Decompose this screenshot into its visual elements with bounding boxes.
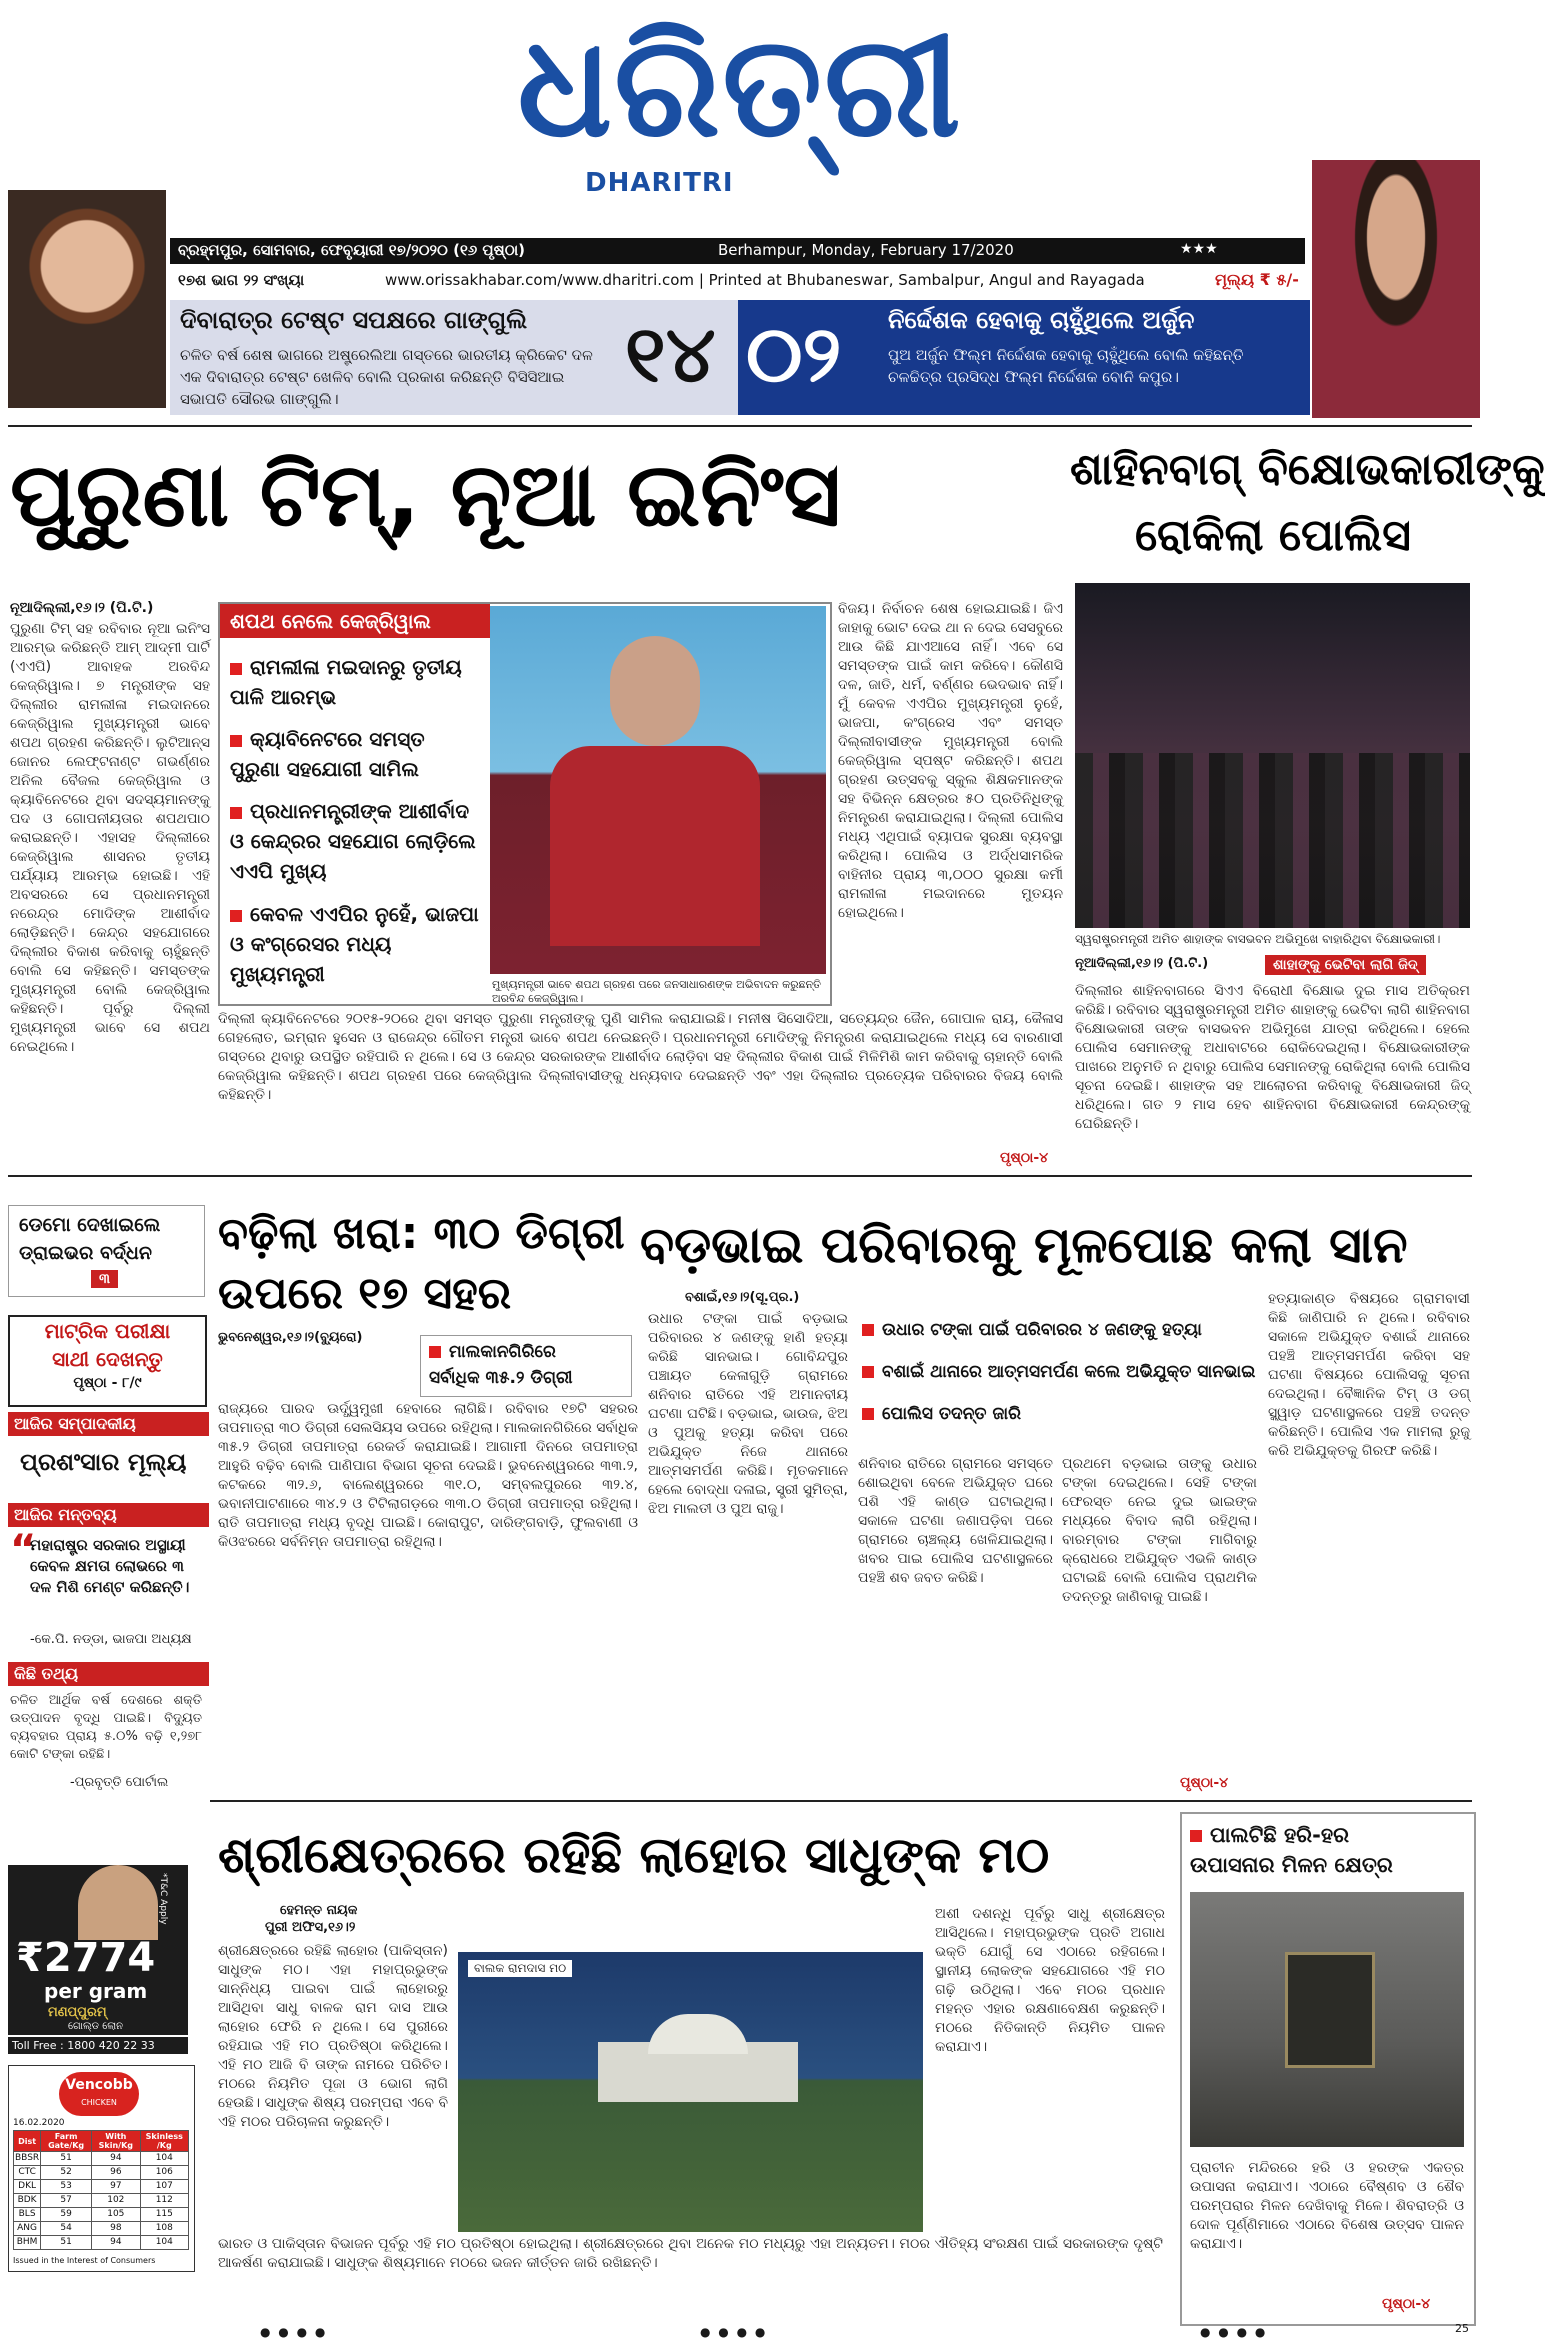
murder-headline[interactable]: ବଡ଼ଭାଇ ପରିବାରକୁ ମୂଳପୋଛ କଲା ସାନ bbox=[640, 1216, 1408, 1274]
lead-box-item-4 bbox=[230, 899, 480, 989]
vencobb-cell: ANG bbox=[14, 2222, 41, 2236]
ad-gold-price: ₹2774 bbox=[16, 1935, 156, 1981]
vencobb-cell: 115 bbox=[140, 2208, 188, 2222]
vencobb-cell: 112 bbox=[140, 2194, 188, 2208]
vencobb-cell: 94 bbox=[92, 2236, 140, 2250]
box-item-text: ରାମଲୀଳା ମଇଦାନରୁ ତୃତୀୟ ପାଳି ଆରମ୍ଭ bbox=[230, 655, 462, 709]
lead-dateline: ନୂଆଦିଲ୍ଲୀ,୧୬।୨ (ପି.ଟି.) bbox=[10, 600, 154, 616]
lead-col1: ପୁରୁଣା ଟିମ୍ ସହ ରବିବାର ନୂଆ ଇନିଂସ ଆରମ୍ଭ କରିଛନ୍ତି ଆମ୍ ଆଦ୍ମୀ ପାର୍ଟି (ଏଏପି) ଆବାହକ ଅରବିନ୍ଦ କେଜ୍ରିୱାଲ। ୭ ମନ୍ତ୍ରୀଙ୍କ ସହ ଦିଲ୍ଲୀର ରାମଲୀଳା ମଇଦାନରେ କେଜ୍ରିୱାଲ ମୁଖ୍ୟମନ୍ତ୍ରୀ ଭାବେ ଶପଥ ଗ୍ରହଣ କରିଛନ୍ତି। ଲୁଟିଆନ୍ସ ଜୋନର ଲେଫ୍ଟନାଣ୍ଟ ଗଭର୍ଣ୍ଣର ଅନିଲ ବୈଜଲ କେଜ୍ରିୱାଲ ଓ କ୍ୟାବିନେଟରେ ଥିବା ସଦସ୍ୟମାନଙ୍କୁ ପଦ ଓ ଗୋପନୀୟତାର ଶପଥପାଠ କରାଇଛନ୍ତି। ଏହାସହ ଦିଲ୍ଲୀରେ କେଜ୍ରିୱାଲ ଶାସନର ତୃତୀୟ ପର୍ଯ୍ୟାୟ ଆରମ୍ଭ ହୋଇଛି। ଏହି ଅବସରରେ ସେ ପ୍ରଧାନମନ୍ତ୍ରୀ ନରେନ୍ଦ୍ର ମୋଦିଙ୍କ ଆଶୀର୍ବାଦ ଲୋଡ଼ିଛନ୍ତି। କେନ୍ଦ୍ର ସହଯୋଗରେ ଦିଲ୍ଲୀର ବିକାଶ କରିବାକୁ ଚାହୁଁଛନ୍ତି ବୋଲି ସେ କହିଛନ୍ତି। ସମସ୍ତଙ୍କ ମୁଖ୍ୟମନ୍ତ୍ରୀ ବୋଲି କେଜ୍ରିୱାଲ କହିଛନ୍ତି। ପୂର୍ବରୁ ଦିଲ୍ଲୀ ମୁଖ୍ୟମନ୍ତ୍ରୀ ଭାବେ ସେ ଶପଥ ନେଇଥିଲେ। bbox=[10, 621, 210, 1055]
box-item-text: କ୍ୟାବିନେଟରେ ସମସ୍ତ ପୁରୁଣା ସହଯୋଗୀ ସାମିଲ bbox=[230, 727, 425, 781]
arjun-photo bbox=[1312, 160, 1480, 418]
top-banner-right[interactable] bbox=[738, 300, 1310, 415]
bullet-icon bbox=[862, 1324, 874, 1336]
vencobb-cell: CTC bbox=[14, 2166, 41, 2180]
table-row bbox=[14, 2166, 189, 2180]
facts-label: କିଛି ତଥ୍ୟ bbox=[8, 1662, 209, 1686]
harihar-headline-l2: ଉପାସନାର ମିଳନ କ୍ଷେତ୍ର bbox=[1190, 1853, 1393, 1877]
harihar-headline-l1: ପାଲଟିଛି ହରି-ହର bbox=[1210, 1823, 1349, 1847]
gold-loan-ad[interactable] bbox=[8, 1865, 188, 2035]
vencobb-cell: BLS bbox=[14, 2208, 41, 2222]
lahore-col3: ଅଶୀ ଦଶନ୍ଧି ପୂର୍ବରୁ ସାଧୁ ଶ୍ରୀକ୍ଷେତ୍ର ଆସିଥିଲେ। ମହାପ୍ରଭୁଙ୍କ ପ୍ରତି ଅଗାଧ ଭକ୍ତି ଯୋଗୁଁ ସେ ଏଠାରେ ରହିଗଲେ। ସ୍ଥାନୀୟ ଲୋକଙ୍କ ସହଯୋଗରେ ଏହି ମଠ ଗଢ଼ି ଉଠିଥିଲା। ଏବେ ମଠର ପ୍ରଧାନ ମହନ୍ତ ଏହାର ରକ୍ଷଣାବେକ୍ଷଣ କରୁଛନ୍ତି। ମଠରେ ନିତିକାନ୍ତି ନିୟମିତ ପାଳନ କରାଯାଏ। bbox=[935, 1906, 1165, 2055]
box-item-text: କେବଳ ଏଏପିର ନୁହେଁ, ଭାଜପା ଓ କଂଗ୍ରେସର ମଧ୍ୟ ମୁଖ୍ୟମନ୍ତ୍ରୀ bbox=[230, 902, 479, 986]
table-row bbox=[14, 2208, 189, 2222]
editorial-title[interactable]: ପ୍ରଶଂସାର ମୂଲ୍ୟ bbox=[20, 1448, 187, 1476]
facts-text: ଚଳିତ ଆର୍ଥିକ ବର୍ଷ ଦେଶରେ ଶକ୍ତି ଉତ୍ପାଦନ ବୃଦ୍ଧି ପାଇଛି। ବିଦ୍ୟୁତ ବ୍ୟବହାର ପ୍ରାୟ ୫.୦% ବଢ଼ି ୧,୨୭୮ କୋଟି ଟଙ୍କା ରହିଛି। bbox=[10, 1693, 202, 1762]
photo-label: ବାଲକ ରାମଦାସ ମଠ bbox=[468, 1960, 572, 1977]
vencobb-header-cell: Skinless /Kg bbox=[140, 2131, 188, 2152]
bullet-icon bbox=[230, 663, 242, 675]
lead-photo-caption: ମୁଖ୍ୟମନ୍ତ୍ରୀ ଭାବେ ଶପଥ ଗ୍ରହଣ ପରେ ଜନସାଧାରଣଙ୍କ ଅଭିବାଦନ କରୁଛନ୍ତି ଅରବିନ୍ଦ କେଜ୍ରିୱାଲ। bbox=[492, 978, 822, 1005]
temp-box-l1 bbox=[429, 1342, 556, 1362]
vencobb-cell: 51 bbox=[41, 2152, 92, 2166]
exam-box[interactable] bbox=[8, 1315, 207, 1407]
vencobb-logo bbox=[59, 2072, 139, 2116]
registration-marks bbox=[0, 2325, 1480, 2339]
lead-box bbox=[218, 602, 832, 1006]
murder-point-1 bbox=[862, 1320, 1202, 1340]
exam-page: ପୃଷ୍ଠା - ୮/୯ bbox=[73, 1375, 142, 1391]
murder-col4: ହତ୍ୟାକାଣ୍ଡ ବିଷୟରେ ଗ୍ରାମବାସୀ କିଛି ଜାଣିପାରି ନ ଥିଲେ। ରବିବାର ସକାଳେ ଅଭିଯୁକ୍ତ ବଶାଇଁ ଥାନାରେ ପହଞ୍ଚି ଆତ୍ମସମର୍ପଣ କରିବା ସହ ଘଟଣା ବିଷୟରେ ପୋଲିସକୁ ସୂଚନା ଦେଇଥିଲା। ବୈଜ୍ଞାନିକ ଟିମ୍ ଓ ଡଗ୍ ସ୍କ୍ୱାଡ଼ ଘଟଣାସ୍ଥଳରେ ପହଞ୍ଚି ତଦନ୍ତ କରିଛନ୍ତି। ପୋଲିସ ଏକ ମାମଲା ରୁଜୁ କରି ଅଭିଯୁକ୍ତକୁ ଗିରଫ କରିଛି। bbox=[1268, 1291, 1470, 1459]
kejriwal-body bbox=[550, 746, 760, 946]
temp-headline-l2[interactable]: ଉପରେ ୧୭ ସହର bbox=[218, 1268, 512, 1319]
murder-point-2 bbox=[862, 1362, 1255, 1382]
lead-continue[interactable]: ପୃଷ୍ଠା-୪ bbox=[1000, 1150, 1049, 1166]
murder-col2: ଶନିବାର ରାତିରେ ଗ୍ରାମରେ ସମସ୍ତେ ଶୋଇଥିବା ବେଳେ ଅଭିଯୁକ୍ତ ଘରେ ପଶି ଏହି କାଣ୍ଡ ଘଟାଇଥିଲା। ସକାଳେ ଘଟଣା ଜଣାପଡ଼ିବା ପରେ ଗ୍ରାମରେ ଚାଞ୍ଚଲ୍ୟ ଖେଳିଯାଇଥିଲା। ଖବର ପାଇ ପୋଲିସ ଘଟଣାସ୍ଥଳରେ ପହଞ୍ଚି ଶବ ଜବତ କରିଛି। bbox=[858, 1456, 1053, 1586]
banner-right-page: ୦୨ bbox=[746, 310, 842, 400]
bullet-icon bbox=[230, 735, 242, 747]
banner-right-body: ପୁଅ ଅର୍ଜୁନ ଫିଲ୍ମ ନିର୍ଦ୍ଦେଶକ ହେବାକୁ ଚାହୁଁଥିଲେ ବୋଲି କହିଛନ୍ତି ଚଳଚ୍ଚିତ୍ର ପ୍ରସିଦ୍ଧ ଫିଲ୍ମ ନିର୍ଦ୍ଦେଶକ ବୋନି କପୁର। bbox=[888, 346, 1244, 386]
lahore-headline[interactable]: ଶ୍ରୀକ୍ଷେତ୍ରରେ ରହିଛି ଲାହୋର ସାଧୁଙ୍କ ମଠ bbox=[218, 1826, 1050, 1884]
shaheenbagh-caption: ସ୍ୱରାଷ୍ଟ୍ରମନ୍ତ୍ରୀ ଅମିତ ଶାହାଙ୍କ ବାସଭବନ ଅଭିମୁଖେ ବାହାରିଥିବା ବିକ୍ଷୋଭକାରୀ। bbox=[1075, 932, 1441, 946]
table-row bbox=[14, 2180, 189, 2194]
lahore-byline: ହେମନ୍ତ ନାୟକ bbox=[280, 1903, 358, 1918]
lahore-col1: ଶ୍ରୀକ୍ଷେତ୍ରରେ ରହିଛି ଲାହୋର (ପାକିସ୍ତାନ) ସାଧୁଙ୍କ ମଠ। ଏହା ମହାପ୍ରଭୁଙ୍କ ସାନ୍ନିଧ୍ୟ ପାଇବା ପାଇଁ ଲାହୋରରୁ ଆସିଥିବା ସାଧୁ ବାଳକ ରାମ ଦାସ ଆଉ ଲାହୋର ଫେରି ନ ଥିଲେ। ସେ ପୁରୀରେ ରହିଯାଇ ଏହି ମଠ ପ୍ରତିଷ୍ଠା କରିଥିଲେ। ଏହି ମଠ ଆଜି ବି ତାଙ୍କ ନାମରେ ପରିଚିତ। ମଠରେ ନିୟମିତ ପୂଜା ଓ ଭୋଗ ଲାଗି ହେଉଛି। ସାଧୁଙ୍କ ଶିଷ୍ୟ ପରମ୍ପରା ଏବେ ବି ଏହି ମଠର ପରିଚାଳନା କରୁଛନ୍ତି। bbox=[218, 1943, 448, 2130]
vencobb-cell: 53 bbox=[41, 2180, 92, 2194]
lahore-dateline: ପୁରୀ ଅଫିସ,୧୬।୨ bbox=[265, 1920, 356, 1935]
murder-dateline: ବଶାଇଁ,୧୬।୨(ସୂ.ପ୍ର.) bbox=[685, 1290, 800, 1305]
demo-page: ୩ bbox=[91, 1270, 118, 1288]
logo-odia: ଧରିତ୍ରୀ bbox=[517, 6, 963, 169]
vencobb-sub: CHICKEN bbox=[81, 2098, 117, 2107]
vencobb-cell: 54 bbox=[41, 2222, 92, 2236]
lead-col3: ବିଜୟ। ନିର୍ବାଚନ ଶେଷ ହୋଇଯାଇଛି। ଜିଏ ଜାହାକୁ ଭୋଟ ଦେଇ ଥା ନ ଦେଇ ସେସବୁରେ ଆଉ କିଛି ଯାଏଆସେ ନାହିଁ। ଏବେ ସେ ସମସ୍ତଙ୍କ ପାଇଁ କାମ କରିବେ। କୌଣସି ଦଳ, ଜାତି, ଧର୍ମ, ବର୍ଣ୍ଣର ଭେଦଭାବ ନାହିଁ। ମୁଁ କେବଳ ଏଏପିର ମୁଖ୍ୟମନ୍ତ୍ରୀ ନୁହେଁ, ଭାଜପା, କଂଗ୍ରେସ ଏବଂ ସମସ୍ତ ଦିଲ୍ଲୀବାସୀଙ୍କ ମୁଖ୍ୟମନ୍ତ୍ରୀ ବୋଲି କେଜ୍ରିୱାଲ ସ୍ପଷ୍ଟ କରିଛନ୍ତି। ଶପଥ ଗ୍ରହଣ ଉତ୍ସବକୁ ସ୍କୁଲ ଶିକ୍ଷକମାନଙ୍କ ସହ ବିଭିନ୍ନ କ୍ଷେତ୍ରର ୫୦ ପ୍ରତିନିଧିଙ୍କୁ ନିମନ୍ତ୍ରଣ କରାଯାଇଥିଲା। ଦିଲ୍ଲୀ ପୋଲିସ ମଧ୍ୟ ଏଥିପାଇଁ ବ୍ୟାପକ ସୁରକ୍ଷା ବ୍ୟବସ୍ଥା କରିଥିଲା। ପୋଲିସ ଓ ଅର୍ଦ୍ଧସାମରିକ ବାହିନୀର ପ୍ରାୟ ୩,୦୦୦ ସୁରକ୍ଷା କର୍ମୀ ରାମଲୀଳା ମଇଦାନରେ ମୁତୟନ ହୋଇଥିଲେ। bbox=[838, 601, 1063, 921]
edition-stars: ★★★ bbox=[1180, 241, 1218, 257]
bullet-icon bbox=[230, 807, 242, 819]
vencobb-footer: Issued in the Interest of Consumers bbox=[13, 2256, 156, 2265]
temple-photo bbox=[458, 1952, 923, 2232]
bullet-icon bbox=[862, 1408, 874, 1420]
vencobb-brand: Vencobb bbox=[65, 2077, 133, 2093]
divider-lower bbox=[210, 1800, 1472, 1802]
vencobb-cell: 51 bbox=[41, 2236, 92, 2250]
vencobb-cell: BDK bbox=[14, 2194, 41, 2208]
vencobb-cell: BBSR bbox=[14, 2152, 41, 2166]
issue-number: ୧୭ଶ ଭାଗ ୨୨ ସଂଖ୍ୟା bbox=[178, 271, 305, 289]
logo-english: DHARITRI bbox=[585, 168, 734, 198]
harihar-body: ପ୍ରାଚୀନ ମନ୍ଦିରରେ ହରି ଓ ହରଙ୍କ ଏକତ୍ର ଉପାସନା କରାଯାଏ। ଏଠାରେ ବୈଷ୍ଣବ ଓ ଶୈବ ପରମ୍ପରାର ମିଳନ ଦେଖିବାକୁ ମିଳେ। ଶିବରାତ୍ରି ଓ ଦୋଳ ପୂର୍ଣ୍ଣିମାରେ ଏଠାରେ ବିଶେଷ ଉତ୍ସବ ପାଳନ କରାଯାଏ। bbox=[1190, 2160, 1464, 2252]
ad-tc: *T&C Apply bbox=[158, 1873, 168, 1925]
temp-body: ରାଜ୍ୟରେ ପାରଦ ଊର୍ଦ୍ଧ୍ୱମୁଖୀ ହେବାରେ ଲାଗିଛି। ରବିବାର ୧୭ଟି ସହରର ତାପମାତ୍ରା ୩୦ ଡିଗ୍ରୀ ସେଲସିୟସ ଉପରେ ରହିଥିଲା। ମାଲକାନଗିରିରେ ସର୍ବାଧିକ ୩୫.୨ ଡିଗ୍ରୀ ତାପମାତ୍ରା ରେକର୍ଡ କରାଯାଇଛି। ଆଗାମୀ ଦିନରେ ତାପମାତ୍ରା ଆହୁରି ବଢ଼ିବ ବୋଲି ପାଣିପାଗ ବିଭାଗ ସୂଚନା ଦେଇଛି। ଭୁବନେଶ୍ୱରରେ ୩୩.୨, କଟକରେ ୩୨.୬, ବାଲେଶ୍ୱରରେ ୩୧.୦, ସମ୍ବଲପୁରରେ ୩୨.୪, ଭବାନୀପାଟଣାରେ ୩୪.୨ ଓ ଟିଟିଲାଗଡ଼ରେ ୩୩.୦ ଡିଗ୍ରୀ ତାପମାତ୍ରା ରହିଥିଲା। ରାତି ତାପମାତ୍ରା ମଧ୍ୟ ବୃଦ୍ଧି ପାଇଛି। କୋରାପୁଟ, ଦାରିଙ୍ଗବାଡ଼ି, ଫୁଲବାଣୀ ଓ କିଓଝରରେ ସର୍ବନିମ୍ନ ତାପମାତ୍ରା ରହିଥିଲା। bbox=[218, 1401, 638, 1550]
quote-icon: “ bbox=[10, 1527, 37, 1573]
murder-col1: ଉଧାର ଟଙ୍କା ପାଇଁ ବଡ଼ଭାଇ ପରିବାରର ୪ ଜଣଙ୍କୁ ହାଣି ହତ୍ୟା କରିଛି ସାନଭାଇ। ଗୋବିନ୍ଦପୁର ପଞ୍ଚାୟତ କେଳାଗୁଡ଼ି ଗ୍ରାମରେ ଶନିବାର ରାତିରେ ଏହି ଅମାନବୀୟ ଘଟଣା ଘଟିଛି। ବଡ଼ଭାଇ, ଭାଉଜ, ଝିଅ ଓ ପୁଅକୁ ହତ୍ୟା କରିବା ପରେ ଅଭିଯୁକ୍ତ ନିଜେ ଥାନାରେ ଆତ୍ମସମର୍ପଣ କରିଛି। ମୃତକମାନେ ହେଲେ ବୋଦ୍ଧା ଦଳାଇ, ସ୍ତ୍ରୀ ସୁମିତ୍ରା, ଝିଅ ମାଲତୀ ଓ ପୁଅ ରାଜୁ। bbox=[648, 1311, 848, 1517]
table-row bbox=[14, 2194, 189, 2208]
temp-box-l1-text: ମାଲକାନଗିରିରେ bbox=[449, 1342, 556, 1362]
table-row bbox=[14, 2222, 189, 2236]
lead-box-item-1 bbox=[230, 652, 480, 712]
lead-box-item-3 bbox=[230, 796, 480, 886]
temple-dome bbox=[648, 2014, 748, 2054]
table-row bbox=[14, 2236, 189, 2250]
kejriwal-head bbox=[610, 636, 700, 746]
banner-left-title: ଦିବାରାତ୍ର ଟେଷ୍ଟ ସପକ୍ଷରେ ଗାଙ୍ଗୁଲି bbox=[180, 306, 528, 334]
bullet-icon bbox=[429, 1346, 441, 1358]
top-banner-left[interactable] bbox=[170, 300, 738, 415]
point-text: ବଶାଇଁ ଥାନାରେ ଆତ୍ମସମର୍ପଣ କଲେ ଅଭିଯୁକ୍ତ ସାନଭାଇ bbox=[882, 1362, 1256, 1382]
vencobb-cell: BHM bbox=[14, 2236, 41, 2250]
vencobb-cell: DKL bbox=[14, 2180, 41, 2194]
harihar-continue[interactable]: ପୃଷ୍ଠା-୪ bbox=[1382, 2296, 1431, 2312]
vencobb-cell: 105 bbox=[92, 2208, 140, 2222]
cmyk-dots: ● ● ● ● bbox=[700, 2325, 768, 2339]
masthead bbox=[0, 0, 1480, 215]
page-number: 25 bbox=[1455, 2322, 1469, 2335]
divider-top bbox=[8, 425, 1472, 427]
banner-left-page: ୧୪ bbox=[625, 310, 716, 400]
cmyk-dots: ● ● ● ● bbox=[260, 2325, 328, 2339]
temp-box bbox=[420, 1335, 632, 1397]
shaheenbagh-photo bbox=[1075, 583, 1470, 928]
ad-gold-unit: per gram bbox=[44, 1979, 148, 2003]
bullet-icon bbox=[1190, 1830, 1202, 1842]
vencobb-cell: 104 bbox=[140, 2236, 188, 2250]
dateline-english: Berhampur, Monday, February 17/2020 bbox=[718, 241, 1014, 259]
vencobb-cell: 52 bbox=[41, 2166, 92, 2180]
box-item-text: ପ୍ରଧାନମନ୍ତ୍ରୀଙ୍କ ଆଶୀର୍ବାଦ ଓ କେନ୍ଦ୍ରର ସହଯୋଗ ଲୋଡ଼ିଲେ ଏଏପି ମୁଖ୍ୟ bbox=[230, 799, 476, 883]
demo-l1: ଡେମୋ ଦେଖାଇଲେ bbox=[19, 1214, 161, 1236]
vencobb-cell: 107 bbox=[140, 2180, 188, 2194]
murder-continue[interactable]: ପୃଷ୍ଠା-୪ bbox=[1180, 1775, 1229, 1791]
vencobb-cell: 57 bbox=[41, 2194, 92, 2208]
divider-mid bbox=[8, 1175, 1472, 1177]
facts-author: -ପ୍ରବୃତ୍ତି ପୋର୍ଟାଲ bbox=[70, 1775, 169, 1790]
dateline-strip bbox=[170, 238, 1305, 264]
vencobb-header-cell: Farm Gate/Kg bbox=[41, 2131, 92, 2152]
shaheenbagh-headline-l2[interactable]: ରୋକିଲା ପୋଲିସ bbox=[1135, 510, 1411, 561]
murder-col3: ପ୍ରଥମେ ବଡ଼ଭାଇ ତାଙ୍କୁ ଉଧାର ଟଙ୍କା ଦେଇଥିଲେ। ସେହି ଟଙ୍କା ଫେରସ୍ତ ନେଇ ଦୁଇ ଭାଇଙ୍କ ମଧ୍ୟରେ ବିବାଦ ଲାଗି ରହିଥିଲା। ବାରମ୍ବାର ଟଙ୍କା ମାଗିବାରୁ କ୍ରୋଧରେ ଅଭିଯୁକ୍ତ ଏଭଳି କାଣ୍ଡ ଘଟାଇଛି ବୋଲି ପୋଲିସ ପ୍ରାଥମିକ ତଦନ୍ତରୁ ଜାଣିବାକୁ ପାଇଛି। bbox=[1062, 1456, 1257, 1605]
cmyk-dots: ● ● ● ● bbox=[1200, 2325, 1268, 2339]
demo-l2: ଡ୍ରାଇଭର ବର୍ଦ୍ଧନ bbox=[19, 1242, 152, 1264]
exam-l1: ମାଟ୍ରିକ ପରୀକ୍ଷା bbox=[44, 1319, 171, 1343]
shaheenbagh-tag: ଶାହାଙ୍କୁ ଭେଟିବା ଲାଗି ଜିଦ୍ bbox=[1265, 955, 1426, 975]
table-row bbox=[14, 2152, 189, 2166]
vencobb-header-cell: Dist bbox=[14, 2131, 41, 2152]
ad-brand: ମଣପ୍ପୁରମ୍ bbox=[48, 2005, 107, 2020]
vencobb-cell: 94 bbox=[92, 2152, 140, 2166]
bullet-icon bbox=[230, 910, 242, 922]
kejriwal-photo bbox=[490, 606, 826, 974]
vencobb-cell: 97 bbox=[92, 2180, 140, 2194]
newspaper-logo[interactable] bbox=[480, 8, 1000, 168]
vencobb-cell: 104 bbox=[140, 2152, 188, 2166]
harihar-box bbox=[1180, 1812, 1476, 2326]
banner-left-body: ଚଳିତ ବର୍ଷ ଶେଷ ଭାଗରେ ଅଷ୍ଟ୍ରେଲିଆ ଗସ୍ତରେ ଭାରତୀୟ କ୍ରିକେଟ ଦଳ ଏକ ଦିବାରାତ୍ର ଟେଷ୍ଟ ଖେଳିବ ବୋଲି ପ୍ରକାଶ କରିଛନ୍ତି ବିସିସିଆଇ ସଭାପତି ସୌରଭ ଗାଙ୍ଗୁଲି। bbox=[180, 346, 593, 408]
temp-dateline: ଭୁବନେଶ୍ୱର,୧୬।୨(ବ୍ୟୁରୋ) bbox=[218, 1330, 363, 1345]
vencobb-cell: 96 bbox=[92, 2166, 140, 2180]
shaheenbagh-body: ଦିଲ୍ଲୀର ଶାହିନବାଗରେ ସିଏଏ ବିରୋଧୀ ବିକ୍ଷୋଭ ଦୁଇ ମାସ ଅତିକ୍ରମ କରିଛି। ରବିବାର ସ୍ୱରାଷ୍ଟ୍ରମନ୍ତ୍ରୀ ଅମିତ ଶାହାଙ୍କୁ ଭେଟିବା ଲାଗି ଶାହିନବାଗ ବିକ୍ଷୋଭକାରୀ ତାଙ୍କ ବାସଭବନ ଅଭିମୁଖେ ଯାତ୍ରା କରିଥିଲେ। ହେଲେ ପୋଲିସ ସେମାନଙ୍କୁ ଅଧାବାଟରେ ରୋକିଦେଇଥିଲା। ବିକ୍ଷୋଭକାରୀଙ୍କ ପାଖରେ ଅନୁମତି ନ ଥିବାରୁ ପୋଲିସ ସେମାନଙ୍କୁ ରୋକିଥିଲା ବୋଲି ପୋଲିସ ସୂଚନା ଦେଇଛି। ଶାହାଙ୍କ ସହ ଆଲୋଚନା କରିବାକୁ ବିକ୍ଷୋଭକାରୀ ଜିଦ୍ ଧରିଥିଲେ। ଗତ ୨ ମାସ ହେବ ଶାହିନବାଗ ବିକ୍ଷୋଭକାରୀ କେନ୍ଦ୍ରଙ୍କୁ ଘେରିଛନ୍ତି। bbox=[1075, 983, 1470, 1132]
point-text: ଉଧାର ଟଙ୍କା ପାଇଁ ପରିବାରର ୪ ଜଣଙ୍କୁ ହତ୍ୟା bbox=[882, 1320, 1202, 1340]
price: ମୂଲ୍ୟ ₹ ୫/- bbox=[1215, 270, 1299, 289]
vencobb-date: 16.02.2020 bbox=[13, 2118, 65, 2128]
quote-label: ଆଜିର ମନ୍ତବ୍ୟ bbox=[8, 1503, 209, 1527]
vencobb-header-cell: With Skin/Kg bbox=[92, 2131, 140, 2152]
lead-box-item-2 bbox=[230, 724, 480, 784]
vencobb-cell: 108 bbox=[140, 2222, 188, 2236]
exam-l2: ସାଥୀ ଦେଖନ୍ତୁ bbox=[52, 1347, 163, 1371]
website-link[interactable]: www.orissakhabar.com/www.dharitri.com | Printed at Bhubaneswar, Sambalpur, Angul and Rayagada bbox=[385, 271, 1145, 289]
lead-bottom-text: ଦିଲ୍ଲୀ କ୍ୟାବିନେଟରେ ୨୦୧୫-୨୦ରେ ଥିବା ସମସ୍ତ ପୁରୁଣା ମନ୍ତ୍ରୀଙ୍କୁ ପୁଣି ସାମିଲ କରାଯାଇଛି। ମନୀଷ ସିସୋଦିଆ, ସତ୍ୟେନ୍ଦ୍ର ଜୈନ, ଗୋପାଳ ରାୟ, କୈଳାସ ଗେହଲୋତ, ଇମ୍ରାନ ହୁସେନ ଓ ରାଜେନ୍ଦ୍ର ଗୌତମ ମନ୍ତ୍ରୀ ଭାବେ ଶପଥ ନେଇଛନ୍ତି। ପ୍ରଧାନମନ୍ତ୍ରୀ ମୋଦିଙ୍କୁ ନିମନ୍ତ୍ରଣ କରାଯାଇଥିଲେ ମଧ୍ୟ ସେ ବାରଣାସୀ ଗସ୍ତରେ ଥିବାରୁ ଉପସ୍ଥିତ ରହିପାରି ନ ଥିଲେ। ସେ ଓ କେନ୍ଦ୍ର ସରକାରଙ୍କ ଆଶୀର୍ବାଦ ଲୋଡ଼ିବା ସହ ଦିଲ୍ଲୀର ବିକାଶ ପାଇଁ ମିଳିମିଶି କାମ କରିବାକୁ ଚାହାନ୍ତି ବୋଲି କେଜ୍ରିୱାଲ କହିଛନ୍ତି। ଶପଥ ଗ୍ରହଣ ପରେ କେଜ୍ରିୱାଲ ଦିଲ୍ଲୀବାସୀଙ୍କୁ ଧନ୍ୟବାଦ ଦେଇଛନ୍ତି ଏବଂ ଏହା ଦିଲ୍ଲୀର ପ୍ରତ୍ୟେକ ପରିବାରର ବିଜୟ ବୋଲି କହିଛନ୍ତି। bbox=[218, 1011, 1063, 1103]
vencobb-ad[interactable] bbox=[8, 2065, 195, 2272]
vencobb-cell: 102 bbox=[92, 2194, 140, 2208]
banner-right-title: ନିର୍ଦ୍ଦେଶକ ହେବାକୁ ଚାହୁଁଥିଲେ ଅର୍ଜୁନ bbox=[888, 306, 1195, 334]
shaheenbagh-dateline: ନୂଆଦିଲ୍ଲୀ,୧୬।୨ (ପି.ଟି.) bbox=[1075, 956, 1209, 971]
shrine bbox=[1285, 1952, 1375, 2068]
ad-man-photo bbox=[78, 1865, 158, 1940]
editorial-label: ଆଜିର ସମ୍ପାଦକୀୟ bbox=[8, 1412, 209, 1436]
dateline-odia: ବ୍ରହ୍ମପୁର, ସୋମବାର, ଫେବୃୟାରୀ ୧୭/୨୦୨୦ (୧୬ ପୃଷ୍ଠା) bbox=[178, 241, 525, 259]
bullet-icon bbox=[862, 1366, 874, 1378]
lead-box-title: ଶପଥ ନେଲେ କେଜ୍ରିୱାଲ bbox=[220, 604, 490, 638]
vencobb-cell: 98 bbox=[92, 2222, 140, 2236]
ad-toll-free[interactable]: Toll Free : 1800 420 22 33 bbox=[8, 2037, 188, 2054]
issue-strip bbox=[170, 268, 1305, 294]
murder-point-3 bbox=[862, 1404, 1021, 1424]
shaheenbagh-headline-l1[interactable]: ଶାହିନବାଗ୍ ବିକ୍ଷୋଭକାରୀଙ୍କୁ bbox=[1070, 444, 1545, 495]
vencobb-table bbox=[13, 2130, 189, 2250]
lahore-bottom: ଭାରତ ଓ ପାକିସ୍ତାନ ବିଭାଜନ ପୂର୍ବରୁ ଏହି ମଠ ପ୍ରତିଷ୍ଠା ହୋଇଥିଲା। ଶ୍ରୀକ୍ଷେତ୍ରରେ ଥିବା ଅନେକ ମଠ ମଧ୍ୟରୁ ଏହା ଅନ୍ୟତମ। ମଠର ଐତିହ୍ୟ ସଂରକ୍ଷଣ ପାଇଁ ସରକାରଙ୍କ ଦୃଷ୍ଟି ଆକର୍ଷଣ କରାଯାଇଛି। ସାଧୁଙ୍କ ଶିଷ୍ୟମାନେ ମଠରେ ଭଜନ କୀର୍ତ୍ତନ ଜାରି ରଖିଛନ୍ତି। bbox=[218, 2236, 1163, 2271]
lead-headline[interactable]: ପୁରୁଣା ଟିମ୍, ନୂଆ ଇନିଂସ bbox=[10, 443, 841, 546]
quote-text: ମହାରାଷ୍ଟ୍ର ସରକାର ଅସ୍ଥାୟୀ କେବଳ କ୍ଷମତା ଲୋଭରେ ୩ ଦଳ ମିଶି ମେଣ୍ଟ କରିଛନ୍ତି। bbox=[30, 1536, 190, 1596]
vencobb-cell: 59 bbox=[41, 2208, 92, 2222]
demo-box[interactable] bbox=[8, 1205, 205, 1297]
temp-headline-l1[interactable]: ବଢ଼ିଲା ଖରା: ୩୦ ଡିଗ୍ରୀ bbox=[218, 1208, 625, 1259]
quote-author: -କେ.ପି. ନଡ୍ଡା, ଭାଜପା ଅଧ୍ୟକ୍ଷ bbox=[30, 1632, 192, 1647]
ad-brand-sub: ଗୋଲ୍ଡ ଲୋନ bbox=[68, 2021, 124, 2032]
temp-box-l2: ସର୍ବାଧିକ ୩୫.୨ ଡିଗ୍ରୀ bbox=[429, 1368, 573, 1388]
harihar-headline[interactable] bbox=[1190, 1820, 1393, 1880]
harihar-photo bbox=[1190, 1892, 1464, 2147]
ganguly-photo bbox=[8, 190, 166, 408]
crowd bbox=[1075, 753, 1470, 928]
murder-points bbox=[858, 1310, 1258, 1450]
point-text: ପୋଲିସ ତଦନ୍ତ ଜାରି bbox=[882, 1404, 1021, 1424]
vencobb-cell: 106 bbox=[140, 2166, 188, 2180]
